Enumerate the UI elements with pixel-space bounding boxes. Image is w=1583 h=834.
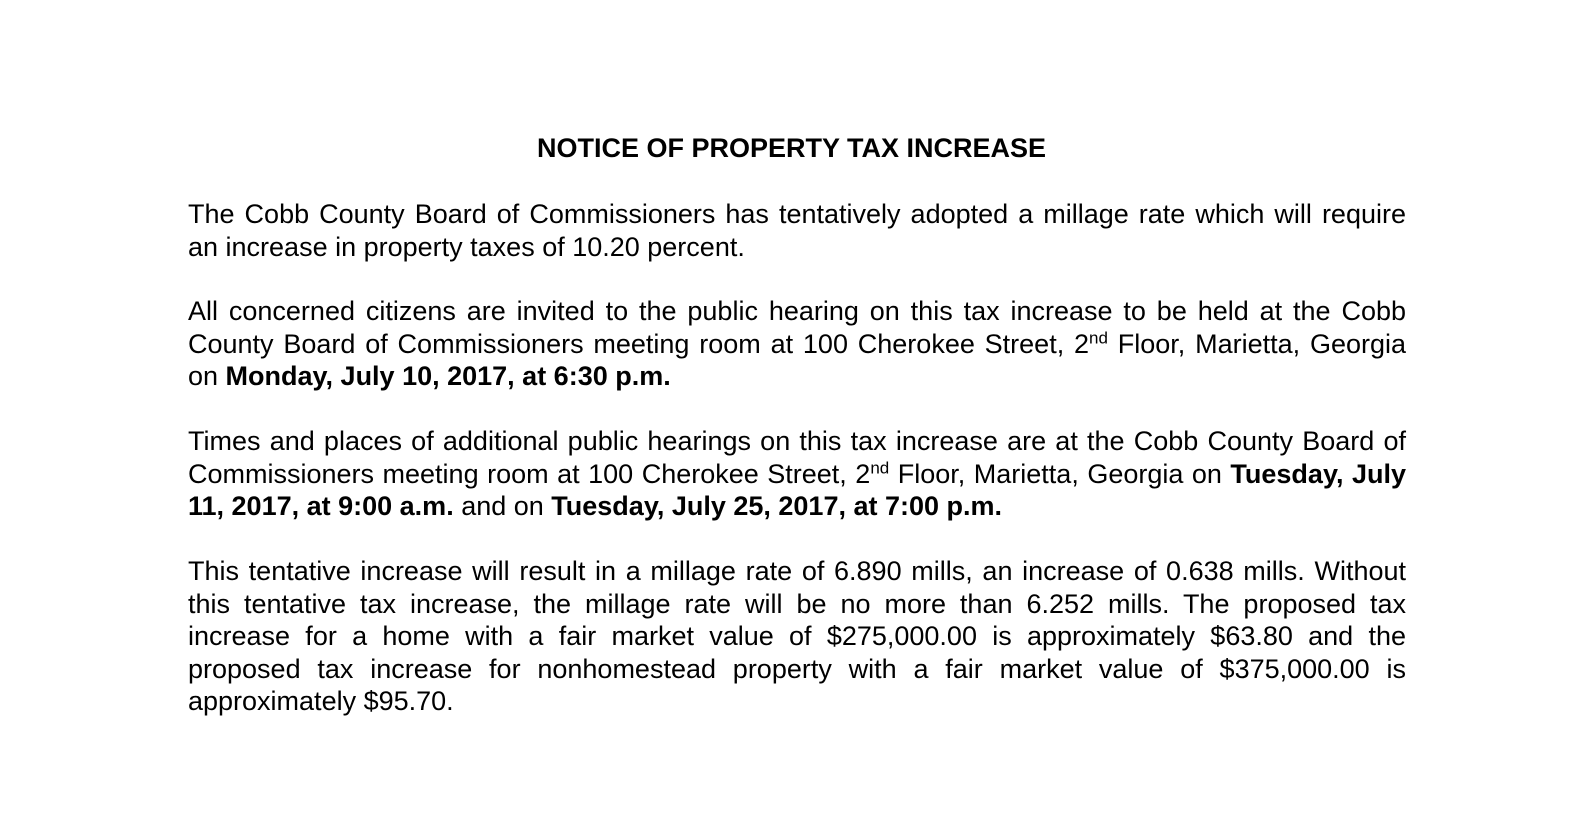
additional-hearing-date-2: Tuesday, July 25, 2017, at 7:00 p.m. — [551, 491, 1003, 521]
millage-details-text: This tentative increase will result in a millage rate of 6.890 mills, an increase of 0.638 mills. Without this tentative tax increase, the millage rate will be no more than 6.252 mills. The proposed tax increase for a home with a fair market value of $275,000.00 is approximately $63.80 and the proposed tax increase for nonhomestead property with a fair market value of $375,000.00 is approximately $95.70. — [188, 556, 1406, 716]
floor-ordinal-suffix: nd — [870, 458, 890, 478]
public-hearing-paragraph — [188, 295, 1406, 393]
public-hearing-date: Monday, July 10, 2017, at 6:30 p.m. — [225, 361, 671, 391]
notice-title: NOTICE OF PROPERTY TAX INCREASE — [536, 133, 1047, 163]
public-hearing-text: All concerned citizens are invited to the public hearing on this tax increase to be held at the Cobb County Board of Commissioners meeting room at 100 Cherokee Street, 2 — [188, 296, 1406, 359]
tax-increase-paragraph — [188, 198, 1406, 263]
public-hearing-location-text: Floor, Marietta, Georgia on — [188, 328, 1407, 391]
additional-hearings-conjunction: and on — [453, 491, 552, 521]
millage-details-paragraph — [188, 555, 1406, 718]
tax-increase-text: The Cobb County Board of Commissioners has tentatively adopted a millage rate which will require an increase in property taxes of 10.20 percent. — [188, 199, 1406, 262]
additional-hearings-paragraph — [188, 425, 1406, 523]
floor-ordinal-suffix: nd — [1089, 328, 1108, 348]
additional-hearing-date-1: Tuesday, July 11, 2017, at 9:00 a.m. — [188, 458, 1406, 521]
additional-hearings-location-text: Floor, Marietta, Georgia on — [889, 458, 1231, 489]
additional-hearings-text: Times and places of additional public hearings on this tax increase are at the Cobb County Board of Commissioners meeting room at 100 Cherokee Street, 2 — [188, 426, 1406, 489]
